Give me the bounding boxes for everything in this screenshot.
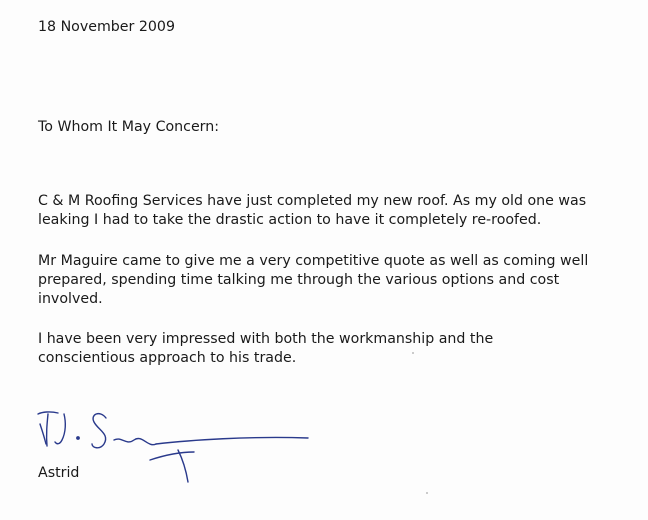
paragraph-1-line-1: C & M Roofing Services have just completed my new roof. As my old one was	[38, 193, 587, 209]
paragraph-3	[38, 330, 493, 368]
paragraph-3-line-1: I have been very impressed with both the workmanship and the	[38, 331, 494, 347]
salutation: To Whom It May Concern:	[38, 119, 220, 135]
paragraph-3-line-2: conscientious approach to his trade.	[38, 350, 297, 366]
paragraph-2-line-1: Mr Maguire came to give me a very competitive quote as well as coming well	[38, 253, 589, 269]
paper-speck	[412, 352, 414, 354]
signature-name: Astrid	[38, 465, 80, 481]
paper-speck	[426, 492, 428, 494]
paragraph-1	[38, 192, 586, 230]
paragraph-1-line-2: leaking I had to take the drastic action to have it completely re-roofed.	[38, 212, 542, 228]
letter-date: 18 November 2009	[38, 19, 175, 35]
paragraph-2-line-2: prepared, spending time talking me through the various options and cost	[38, 272, 560, 288]
paragraph-2-line-3: involved.	[38, 291, 103, 307]
paragraph-2	[38, 252, 588, 309]
